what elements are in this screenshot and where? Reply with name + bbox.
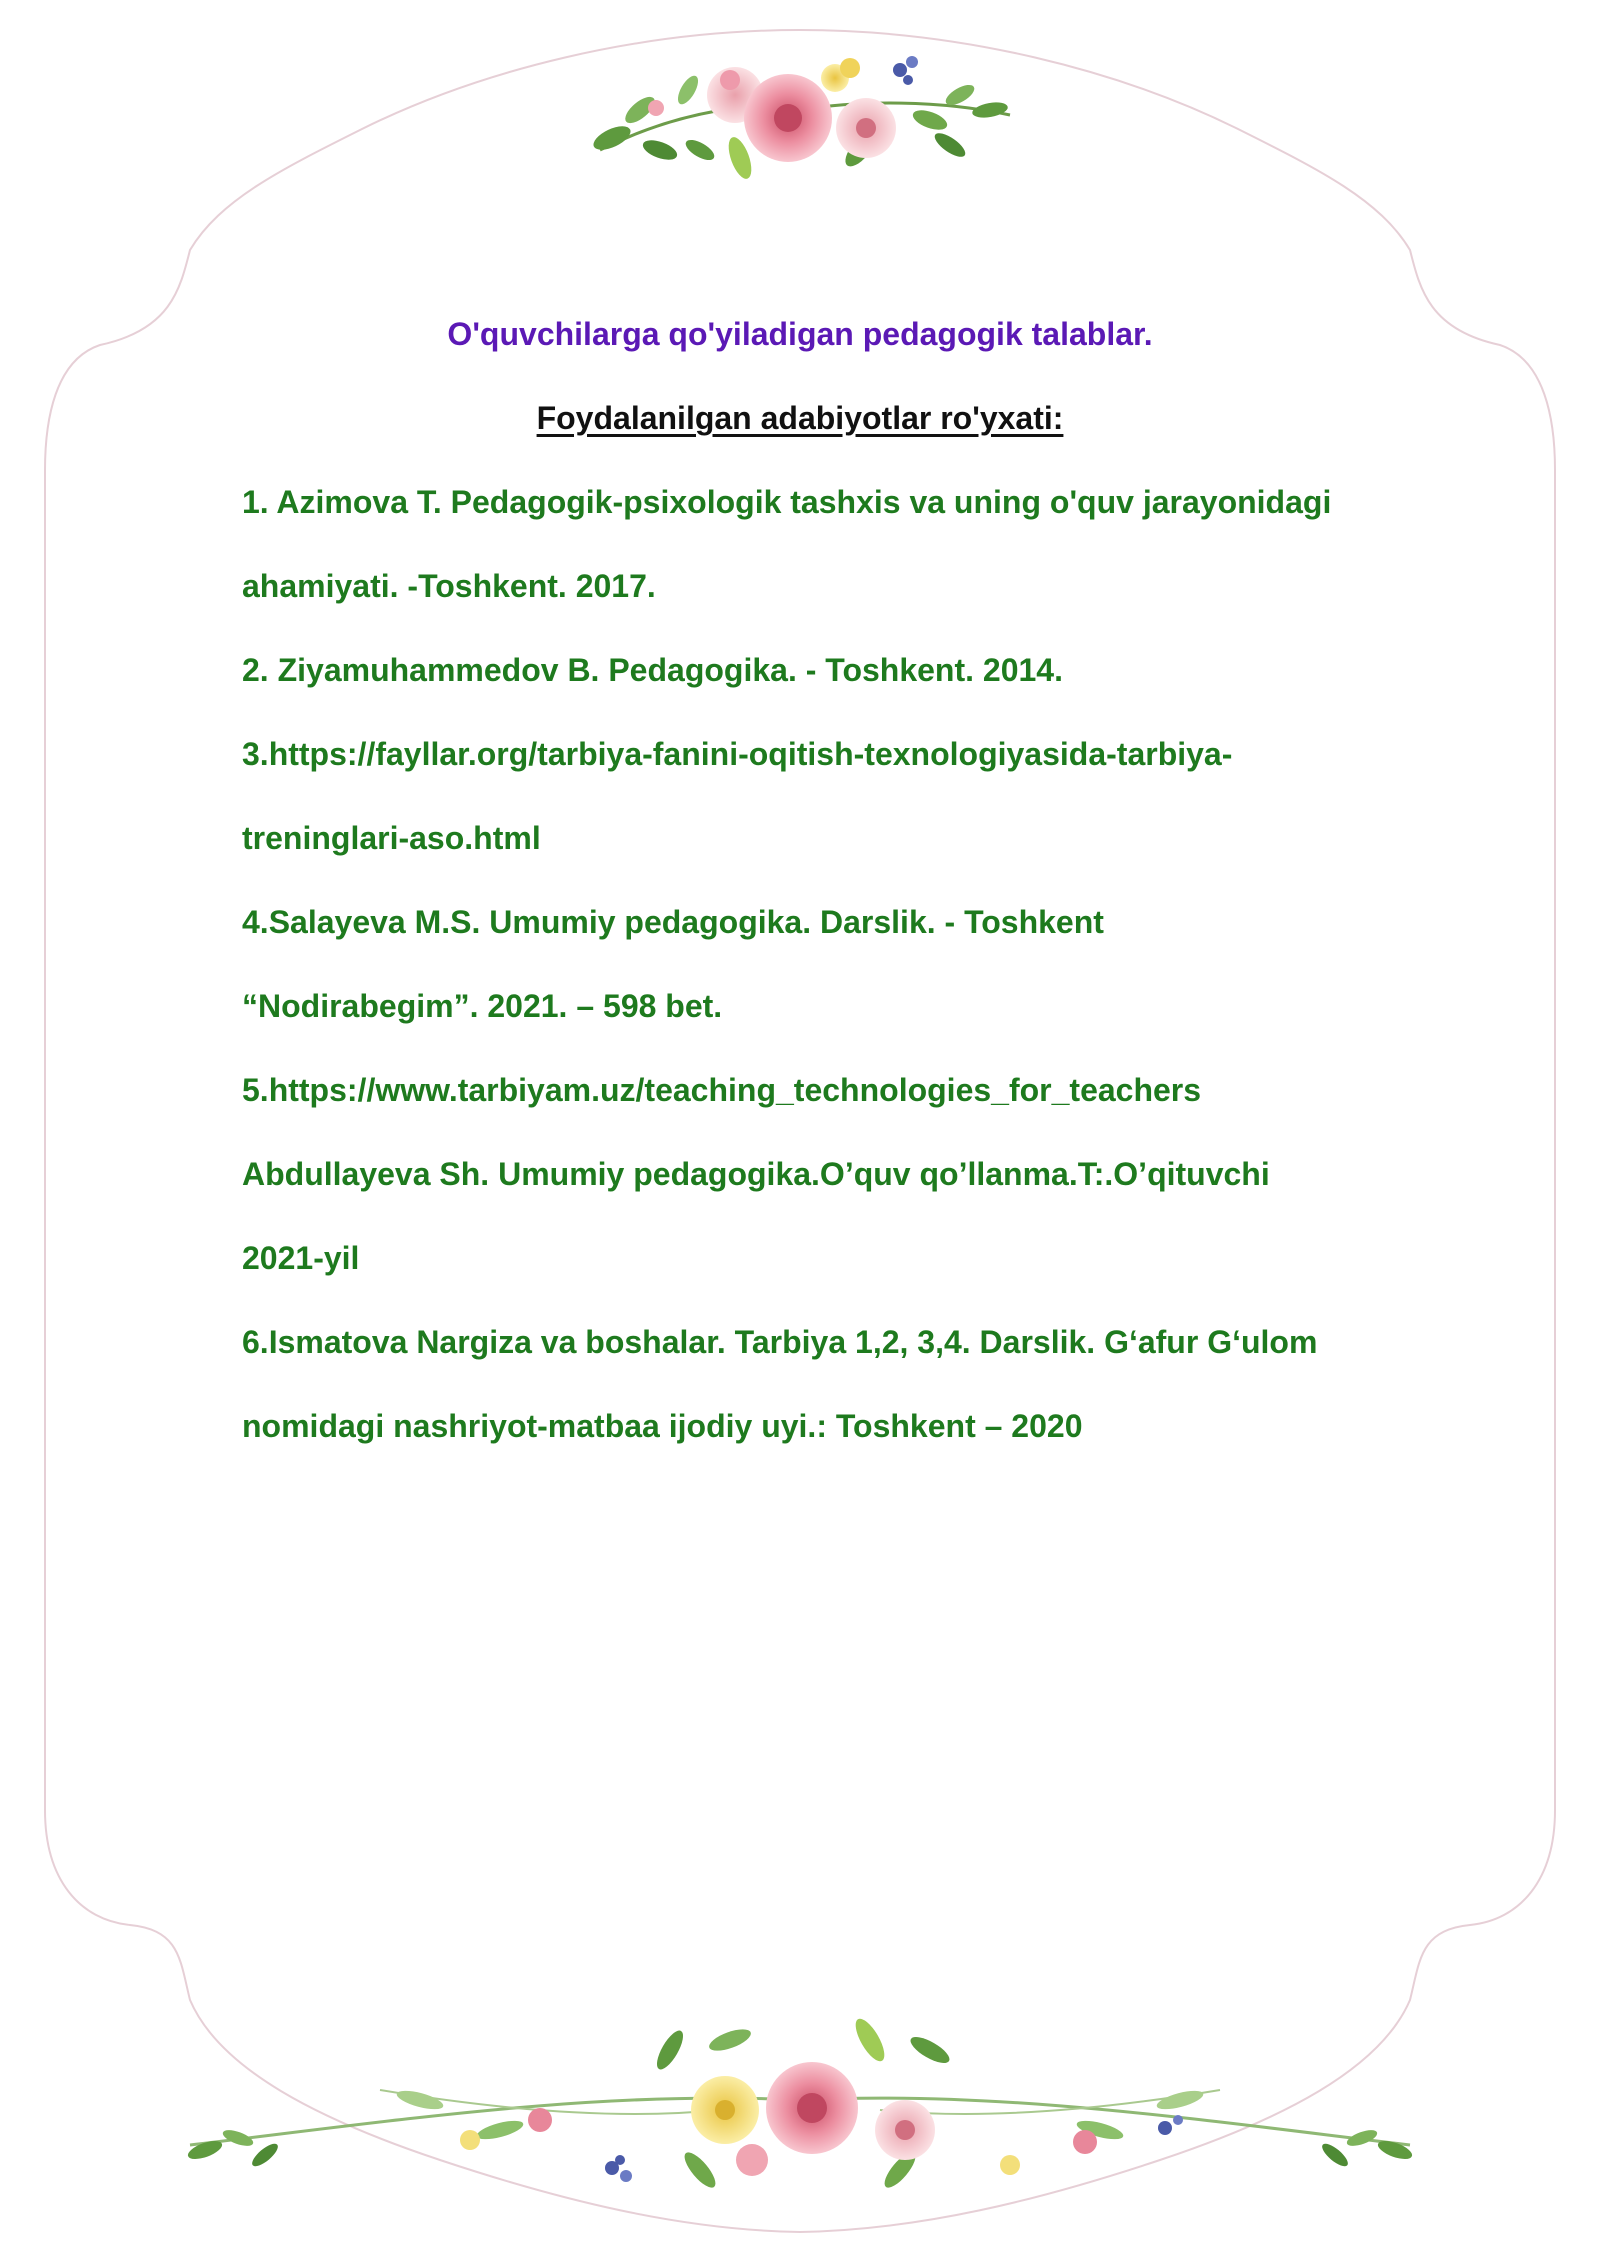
bottom-floral-garland-icon xyxy=(186,2015,1415,2192)
reference-line: ahamiyati. -Toshkent. 2017. xyxy=(242,568,656,604)
reference-line: Abdullayeva Sh. Umumiy pedagogika.O’quv qo’llanma.T:.O’qituvchi xyxy=(242,1156,1270,1192)
top-floral-garland-icon xyxy=(590,56,1010,182)
reference-line: 5.https://www.tarbiyam.uz/teaching_technologies_for_teachers xyxy=(242,1072,1202,1108)
reference-list xyxy=(242,480,1372,1488)
reference-line: “Nodirabegim”. 2021. – 598 bet. xyxy=(242,988,723,1024)
reference-line: 2. Ziyamuhammedov B. Pedagogika. - Toshkent. 2014. xyxy=(242,652,1063,688)
reference-line: 6.Ismatova Nargiza va boshalar. Tarbiya 1,2, 3,4. Darslik. G‘afur G‘ulom xyxy=(242,1324,1318,1360)
reference-line: 3.https://fayllar.org/tarbiya-fanini-oqitish-texnologiyasida-tarbiya- xyxy=(242,736,1233,772)
reference-line: nomidagi nashriyot-matbaa ijodiy uyi.: Toshkent – 2020 xyxy=(242,1408,1083,1444)
reference-line: 4.Salayeva M.S. Umumiy pedagogika. Darslik. - Toshkent xyxy=(242,904,1104,940)
reference-line: 2021-yil xyxy=(242,1240,360,1276)
reference-line: treninglari-aso.html xyxy=(242,820,541,856)
page-title: O'quvchilarga qo'yiladigan pedagogik talablar. xyxy=(447,316,1153,352)
bibliography-heading: Foydalanilgan adabiyotlar ro'yxati: xyxy=(536,400,1064,436)
reference-line: 1. Azimova T. Pedagogik-psixologik tashxis va uning o'quv jarayonidagi xyxy=(242,484,1332,520)
